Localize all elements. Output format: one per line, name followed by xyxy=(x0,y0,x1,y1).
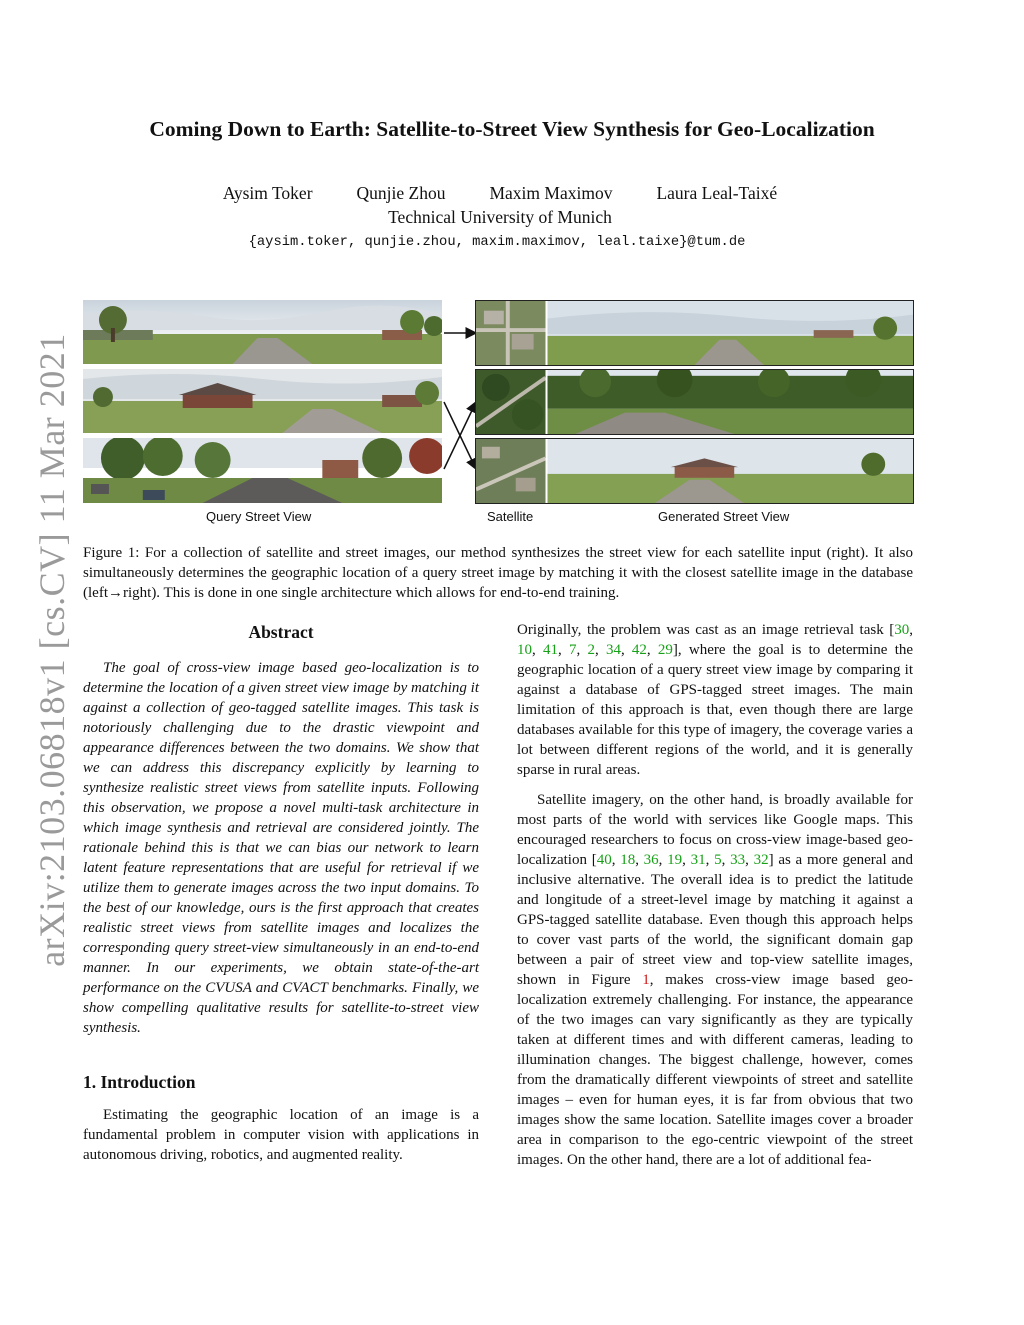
citation-link[interactable]: 19 xyxy=(667,852,683,868)
citation-link[interactable]: 41 xyxy=(542,642,558,658)
paragraph-text: ] as a more general and inclusive alternative. The overall idea is to predict the latitude and longitude of a street-level image by matching it against a GPS-tagged satellite database. Even though this approach helps to cover vast parts of the world, the significant domain gap between a pair of street view and top-view satellite images, shown in Figure xyxy=(517,852,914,988)
introduction-heading: 1. Introduction xyxy=(83,1072,196,1092)
citation-link[interactable]: 42 xyxy=(631,642,647,658)
citation-link[interactable]: 36 xyxy=(643,852,659,868)
citation-link[interactable]: 7 xyxy=(568,642,577,658)
paper-title: Coming Down to Earth: Satellite-to-Street View Synthesis for Geo-Localization xyxy=(149,117,875,141)
abstract-text: The goal of cross-view image based geo-localization is to determine the location of a given street view image by matching it against a collection of geo-tagged satellite images. This task is notoriously challenging due to the drastic viewpoint and appearance differences between the two domains. We show that we can address this discrepancy explicitly by learning to synthesize realistic street views from satellite inputs. Following this observation, we propose a novel multi-task architecture in which image synthesis and retrieval are considered jointly. The rationale behind this is that we can bias our network to learn latent feature representations that are useful for retrieval if we utilize them to generate images across the two input domains. To the best of our knowledge, ours is the first approach that creates realistic street views from satellite images and localizes the corresponding query street-view simultaneously in an end-to-end manner. In our experiments, we obtain state-of-the-art performance on the CVUSA and CVACT benchmarks. Finally, we show compelling qualitative results for satellite-to-street view synthesis. xyxy=(83,660,479,1036)
paragraph-text: , makes cross-view image based geo-localization extremely challenging. For instance, the appearance of the two images can vary significantly as they are typically taken at different times and with different cameras, leading to illumination changes. The biggest challenge, however, comes from the dramatically different viewpoints of street and satellite images – even for human eyes, it is far from obvious that two images show the same location. Satellite images cover a broader area in comparison to the ego-centric viewpoint of the street images. On the other hand, there are a lot of additional fea- xyxy=(517,972,913,1168)
citation-link[interactable]: 10 xyxy=(517,642,532,658)
author-emails: {aysim.toker, qunjie.zhou, maxim.maximov, leal.taixe}@tum.de xyxy=(248,235,746,250)
author-name: Laura Leal-Taixé xyxy=(656,183,778,203)
query-street-panorama-1 xyxy=(83,300,442,364)
satellite-generated-row-1 xyxy=(475,300,914,366)
paragraph-satellite-imagery: Satellite imagery, on the other hand, is broadly available for most parts of the world with services like Google maps. This encouraged researchers to focus on cross-view image-based geo-localization [40, 18, 36, 19, 31, 5, 33, 32] as a more general and inclusive alternative. The overall idea is to predict the latitude and longitude of a street-level image by matching it against a GPS-tagged satellite database. Even though this approach helps to cover vast parts of the world, the significant domain gap between a pair of street view and top-view satellite images, shown in Figure 1, makes cross-view image based geo-localization extremely challenging. For instance, the appearance of the two images can vary significantly as they are typically taken at different times and with different cameras, leading to illumination changes. The biggest challenge, however, comes from the dramatically different viewpoints of street and satellite images – even for human eyes, it is far from obvious that two images show the same location. Satellite images cover a broader area in comparison to the ego-centric viewpoint of the street images. On the other hand, there are a lot of additional fea- xyxy=(517,792,914,1168)
author-name: Aysim Toker xyxy=(222,183,313,203)
paragraph-text: Originally, the problem was cast as an image retrieval task [ xyxy=(517,622,895,638)
abstract-heading: Abstract xyxy=(248,622,314,642)
satellite-generated-row-2 xyxy=(475,369,914,435)
label-satellite: Satellite xyxy=(487,509,534,524)
citation-link[interactable]: 5 xyxy=(714,852,722,868)
figure-reference-link[interactable]: 1 xyxy=(642,972,650,988)
query-street-panorama-2 xyxy=(83,369,442,433)
left-column xyxy=(83,620,479,1165)
paragraph-image-retrieval: Originally, the problem was cast as an image retrieval task [30, 10, 41, 7, 2, 34, 42, 29], where the goal is to determine the geographic location of a query street view image by comparing it against a database of GPS-tagged street images. The main limitation of this approach is that, even though there are large databases available for this type of imagery, the coverage varies a lot between different regions of the world, and it is generally sparse in rural areas. xyxy=(517,622,914,778)
introduction-paragraph: Estimating the geographic location of an image is a fundamental problem in computer vision with applications in autonomous driving, robotics, and augmented reality. xyxy=(83,1107,479,1163)
satellite-generated-row-3 xyxy=(475,438,914,504)
citation-link[interactable]: 18 xyxy=(620,852,636,868)
paragraph-text: Satellite imagery, on the other hand, is broadly available for most parts of the world with services like Google maps. This encouraged researchers to focus on cross-view image-based geo-localization [ xyxy=(517,792,913,868)
citation-link[interactable]: 32 xyxy=(753,852,769,868)
label-query-street-view: Query Street View xyxy=(206,509,312,524)
citation-link[interactable]: 40 xyxy=(596,852,612,868)
paragraph-text: ], where the goal is to determine the geographic location of a query street view image by comparing it against a database of GPS-tagged street images. The main limitation of this approach is that, even though there are large databases available for this type of imagery, the coverage varies a lot between different regions of the world, and it is generally sparse in rural areas. xyxy=(517,642,914,778)
affiliation: Technical University of Munich xyxy=(388,207,612,227)
citation-link[interactable]: 34 xyxy=(605,642,621,658)
citation-link[interactable]: 29 xyxy=(657,642,673,658)
arxiv-identifier: arXiv:2103.06818v1 [cs.CV] 11 Mar 2021 xyxy=(32,333,72,967)
right-column xyxy=(517,620,913,1170)
figure-1 xyxy=(0,0,1024,530)
author-name: Maxim Maximov xyxy=(489,183,613,203)
author-name: Qunjie Zhou xyxy=(356,183,446,203)
citation-link[interactable]: 33 xyxy=(730,852,746,868)
citation-link[interactable]: 2 xyxy=(587,642,595,658)
query-street-panorama-3 xyxy=(83,438,442,503)
citation-link[interactable]: 30 xyxy=(894,622,910,638)
label-generated-street-view: Generated Street View xyxy=(658,509,790,524)
figure-caption: Figure 1: For a collection of satellite and street images, our method synthesizes the street view for each satellite input (right). It also simultaneously determines the geographic location of a query street image by matching it with the closest satellite image in the database (left→right). This is done in one single architecture which allows for end-to-end training. xyxy=(83,545,913,601)
citation-link[interactable]: 31 xyxy=(690,852,706,868)
